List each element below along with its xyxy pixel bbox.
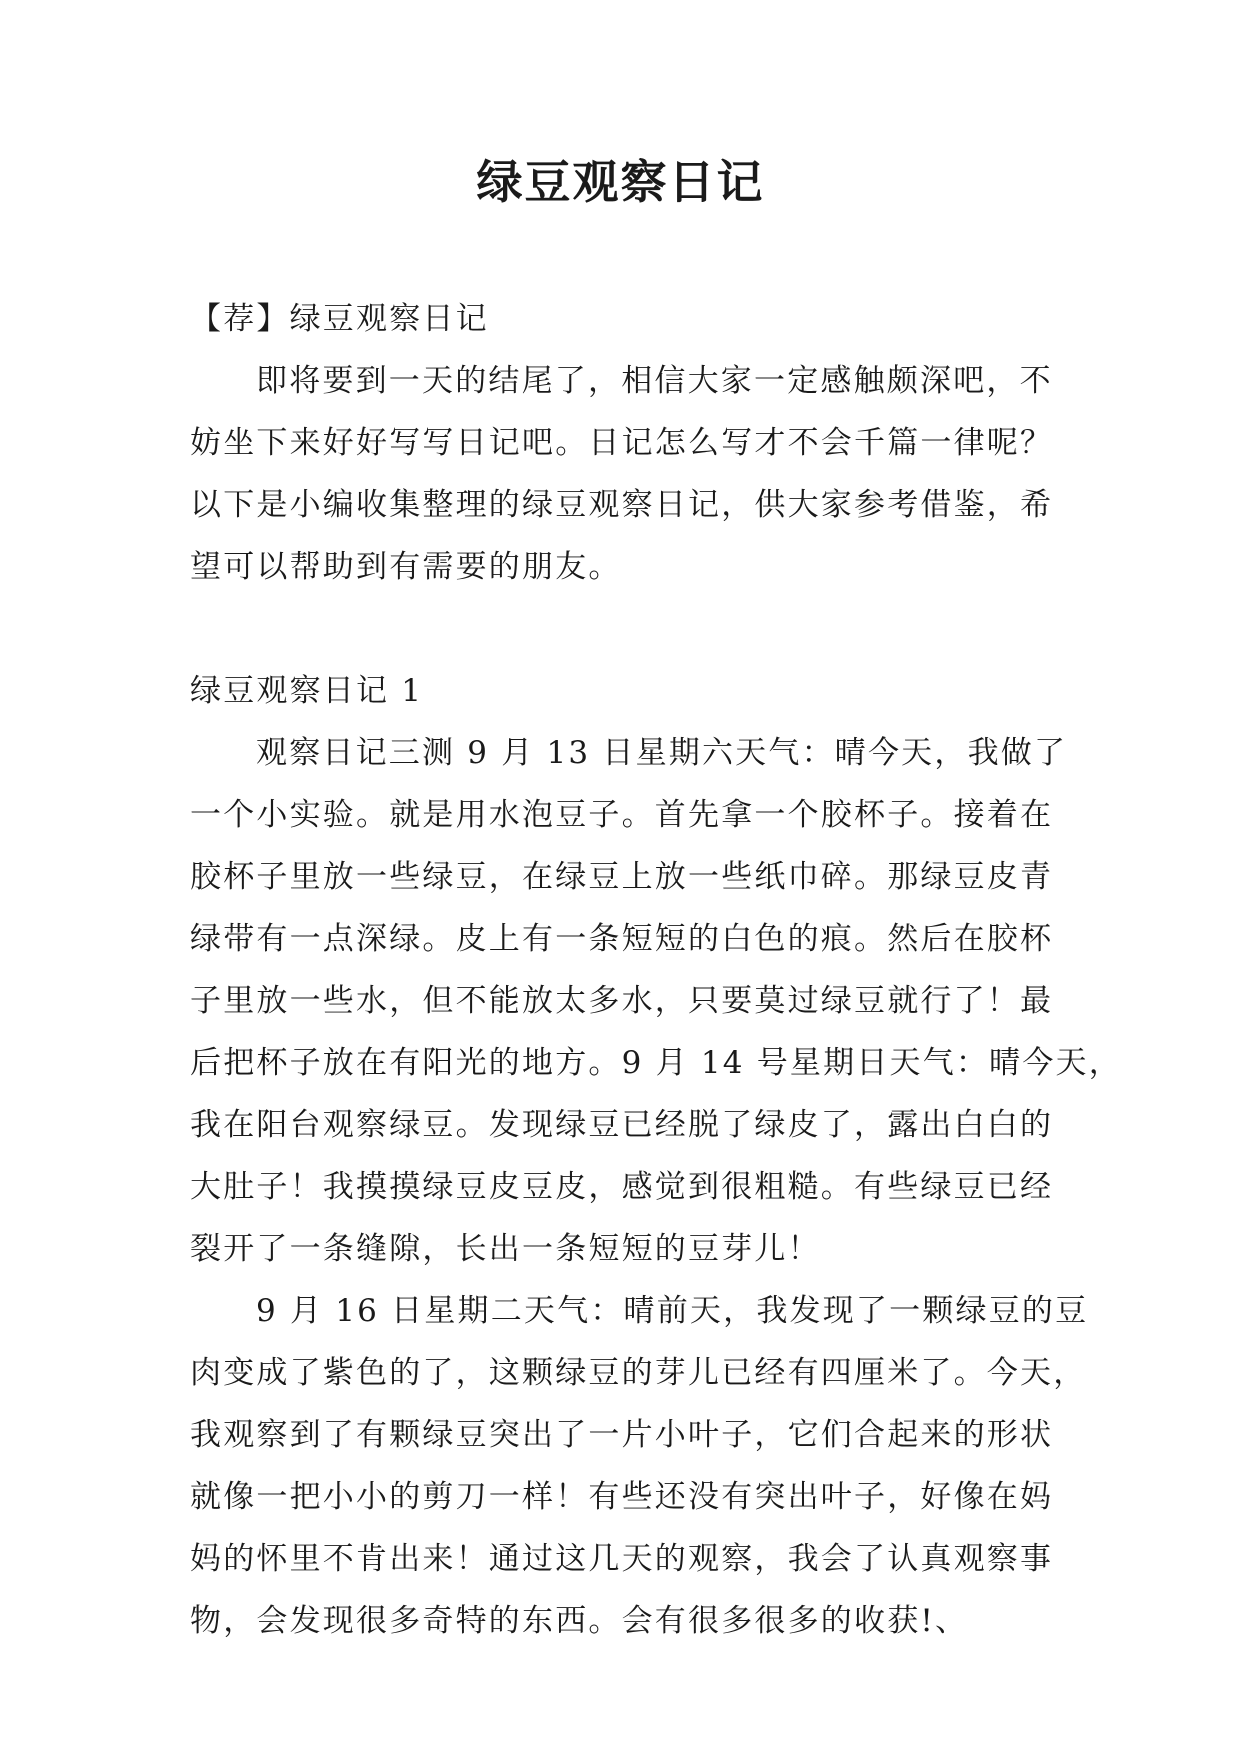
paragraph-line: 我在阳台观察绿豆。发现绿豆已经脱了绿皮了，露出白白的 xyxy=(190,1107,1054,1143)
paragraph-line: 裂开了一条缝隙，长出一条短短的豆芽儿！ xyxy=(190,1231,821,1267)
paragraph-line: 肉变成了紫色的了，这颗绿豆的芽儿已经有四厘米了。今天， xyxy=(190,1355,1087,1391)
document-title: 绿豆观察日记 xyxy=(476,155,765,209)
paragraph-line: 物，会发现很多奇特的东西。会有很多很多的收获!、 xyxy=(190,1603,969,1639)
paragraph-line: 妈的怀里不肯出来！通过这几天的观察，我会了认真观察事 xyxy=(190,1541,1054,1577)
paragraph-line: 观察日记三测 9 月 13 日星期六天气：晴今天，我做了 xyxy=(256,735,1068,771)
paragraph-1 xyxy=(190,722,1122,1280)
paragraph-line: 大肚子！我摸摸绿豆皮豆皮，感觉到很粗糙。有些绿豆已经 xyxy=(190,1169,1054,1205)
paragraph-line: 绿带有一点深绿。皮上有一条短短的白色的痕。然后在胶杯 xyxy=(190,921,1054,957)
intro-line: 妨坐下来好好写写日记吧。日记怎么写才不会千篇一律呢？ xyxy=(190,425,1054,461)
intro-paragraph xyxy=(190,350,1054,598)
paragraph-line: 就像一把小小的剪刀一样！有些还没有突出叶子，好像在妈 xyxy=(190,1479,1054,1515)
paragraph-2 xyxy=(190,1280,1089,1652)
intro-line: 望可以帮助到有需要的朋友。 xyxy=(190,549,622,585)
document-body xyxy=(190,288,1122,1652)
paragraph-line: 9 月 16 日星期二天气：晴前天，我发现了一颗绿豆的豆 xyxy=(256,1293,1089,1329)
intro-line: 以下是小编收集整理的绿豆观察日记，供大家参考借鉴，希 xyxy=(190,487,1054,523)
intro-heading: 【荐】绿豆观察日记 xyxy=(190,301,489,337)
paragraph-line: 我观察到了有颗绿豆突出了一片小叶子，它们合起来的形状 xyxy=(190,1417,1054,1453)
blank-line xyxy=(190,598,1050,660)
section-heading: 绿豆观察日记 1 xyxy=(190,673,424,709)
intro-line: 即将要到一天的结尾了，相信大家一定感触颇深吧，不 xyxy=(256,363,1053,399)
paragraph-line: 胶杯子里放一些绿豆，在绿豆上放一些纸巾碎。那绿豆皮青 xyxy=(190,859,1054,895)
paragraph-line: 后把杯子放在有阳光的地方。9 月 14 号星期日天气：晴今天， xyxy=(190,1045,1122,1081)
paragraph-line: 一个小实验。就是用水泡豆子。首先拿一个胶杯子。接着在 xyxy=(190,797,1054,833)
paragraph-line: 子里放一些水，但不能放太多水，只要莫过绿豆就行了！最 xyxy=(190,983,1054,1019)
